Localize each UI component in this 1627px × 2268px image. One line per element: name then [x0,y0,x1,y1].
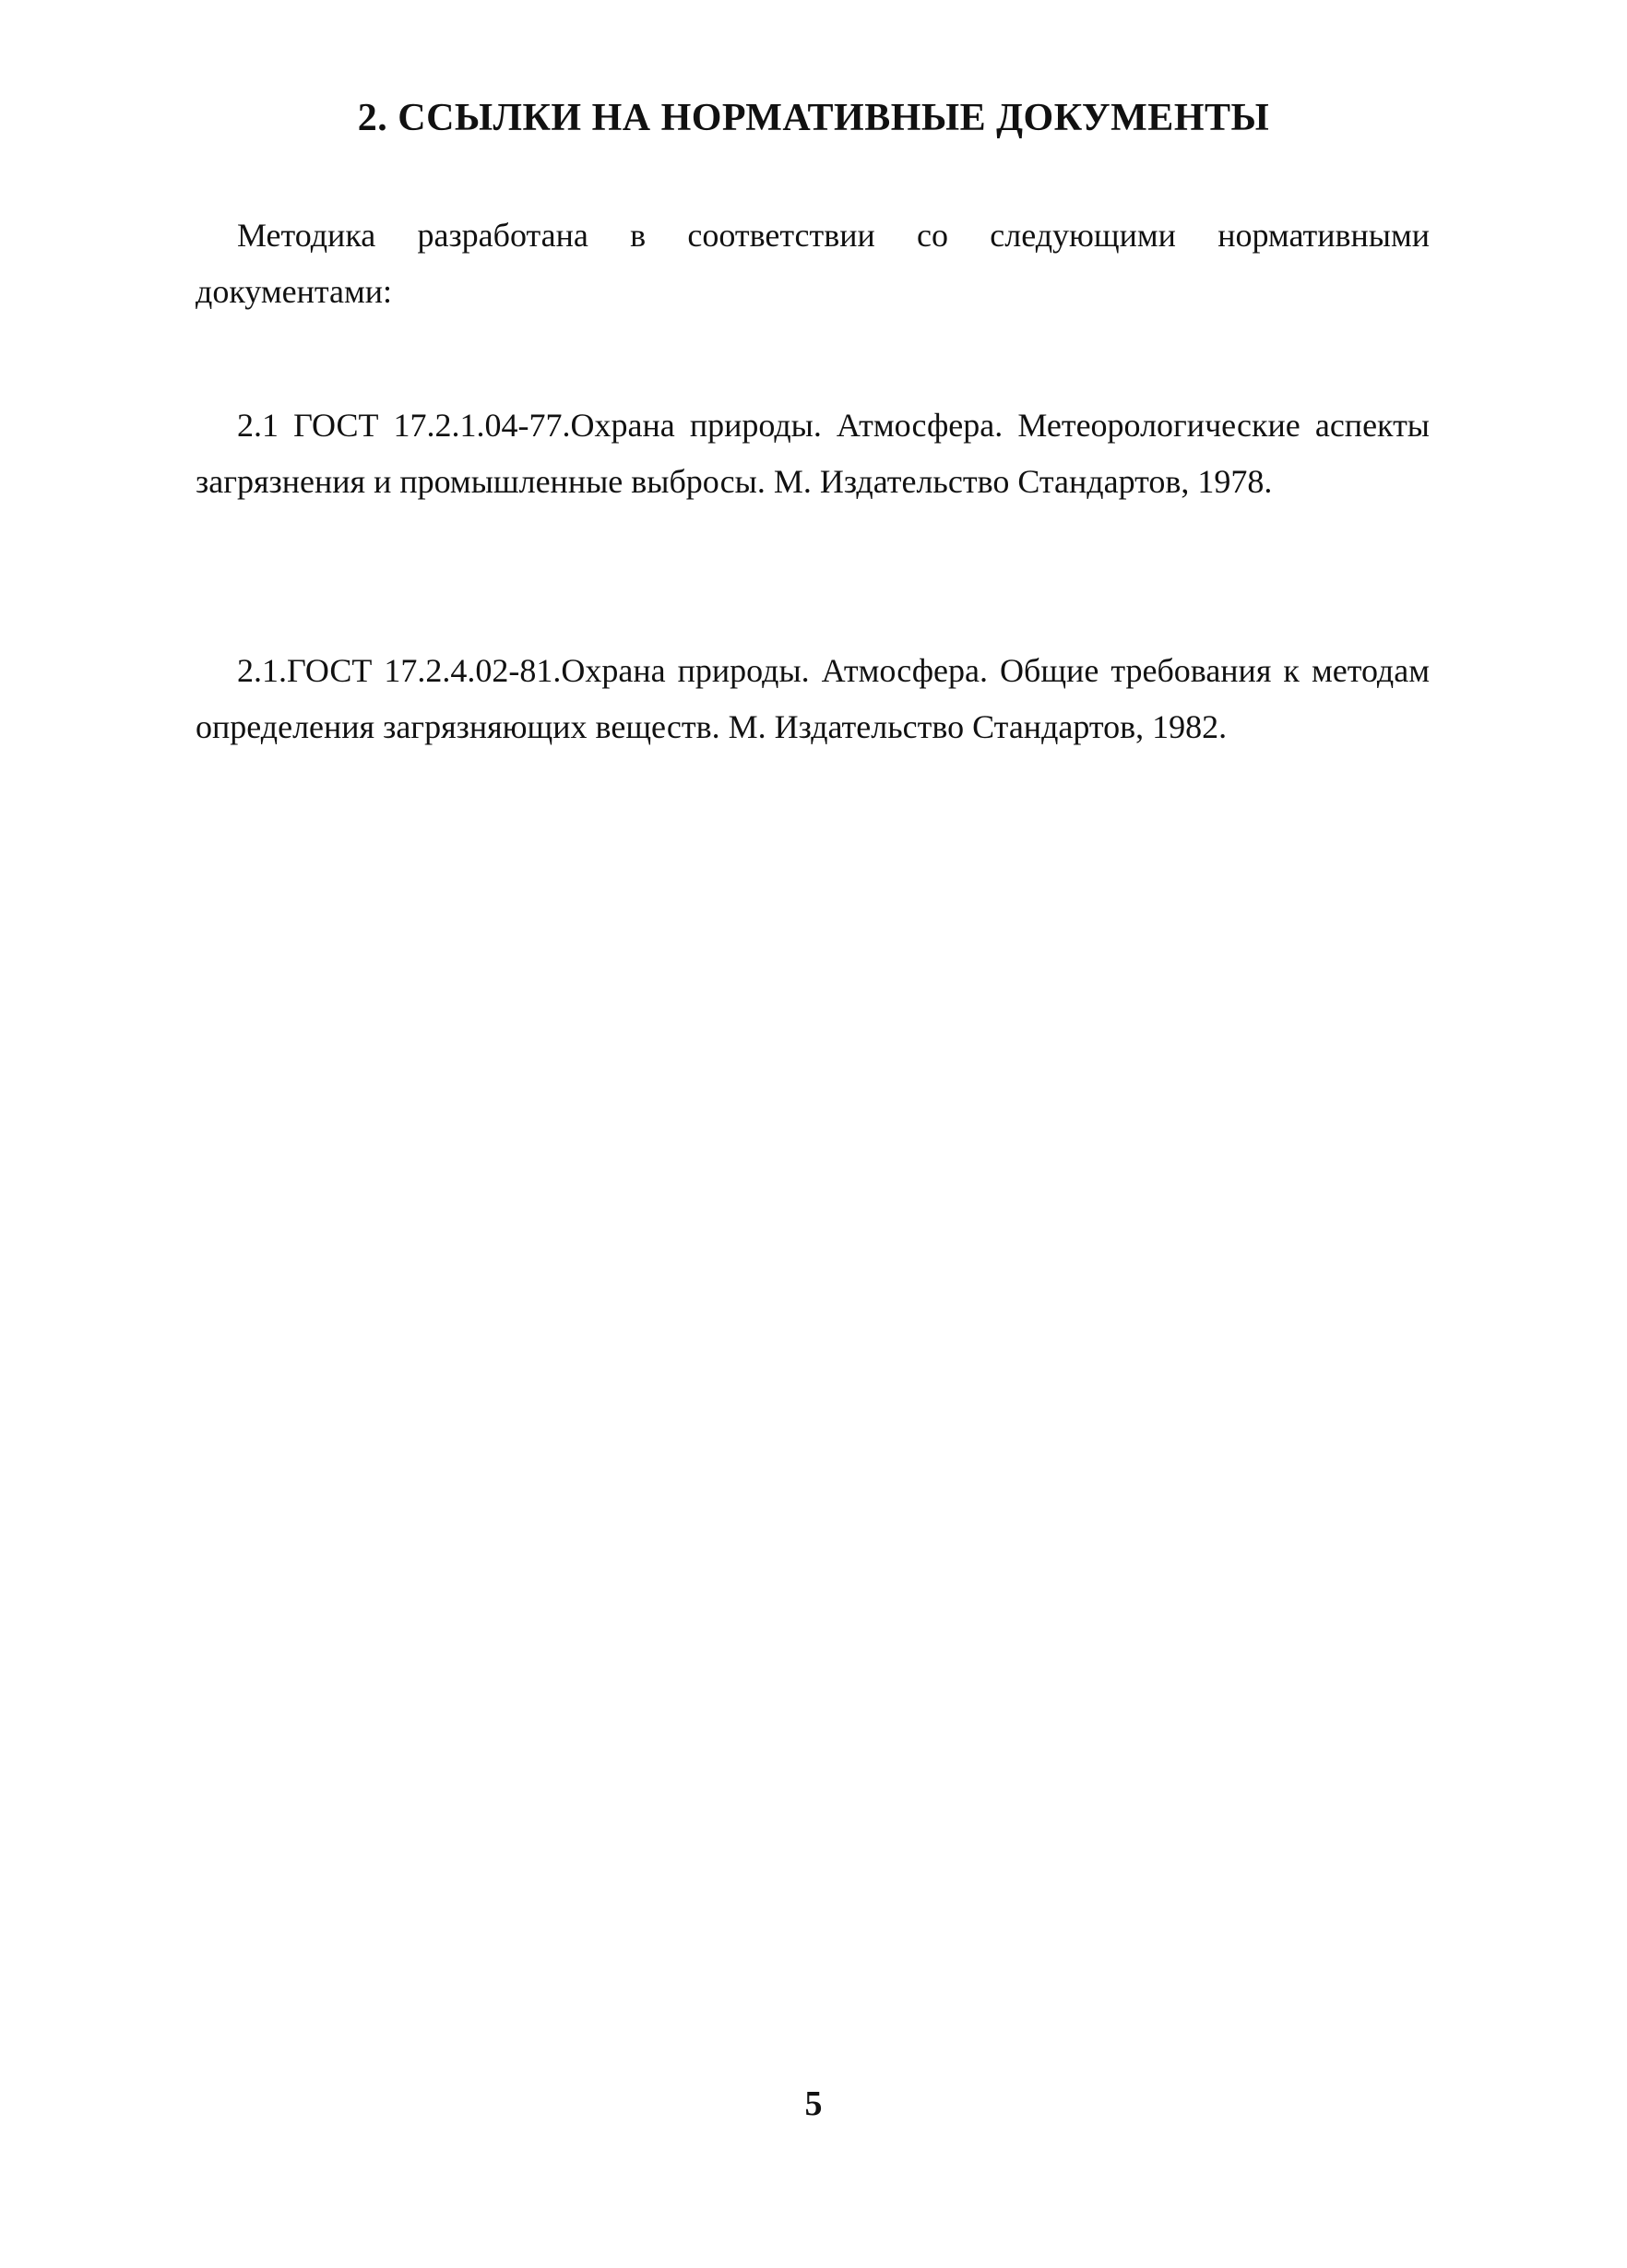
page-number: 5 [804,2084,823,2123]
reference-item-1: 2.1 ГОСТ 17.2.1.04-77.Охрана природы. Атмосфера. Метеорологические аспекты загрязнения и промышленные выбросы. М. Издательство Стандартов, 1978. [196,407,1430,500]
intro-paragraph: Методика разработана в соответствии со следующими нормативными документами: [196,217,1430,310]
reference-item-2: 2.1.ГОСТ 17.2.4.02-81.Охрана природы. Атмосфера. Общие требования к методам определения загрязняющих веществ. М. Издательство Стандартов, 1982. [196,652,1430,745]
section-heading: 2. ССЫЛКИ НА НОРМАТИВНЫЕ ДОКУМЕНТЫ [357,97,1270,139]
